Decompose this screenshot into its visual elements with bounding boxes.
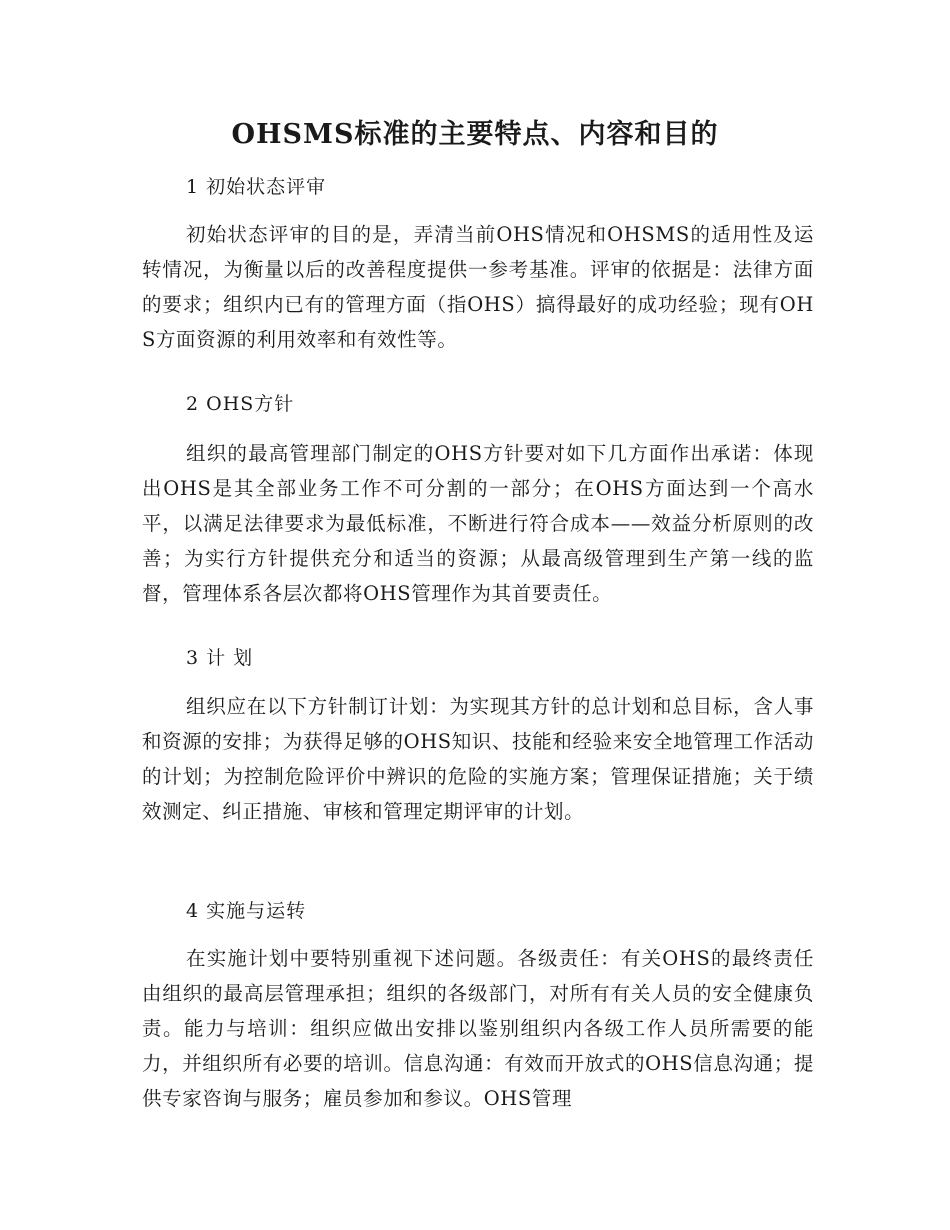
section-1-heading: 1 初始状态评审: [186, 176, 327, 198]
section-4-body: 在实施计划中要特别重视下述问题。各级责任：有关OHS的最终责任由组织的最高层管理承担；组织的各级部门，对所有有关人员的安全健康负责。能力与培训：组织应做出安排以鉴别组织内各级工作人员所需要的能力，并组织所有必要的培训。信息沟通：有效而开放式的OHS信息沟通；提供专家咨询与服务；雇员参加和参议。OHS管理: [142, 947, 814, 1110]
section-1-body: 初始状态评审的目的是，弄清当前OHS情况和OHSMS的适用性及运转情况，为衡量以后的改善程度提供一参考基准。评审的依据是：法律方面的要求；组织内已有的管理方面（指OHS）搞得最好的成功经验；现有OHS方面资源的利用效率和有效性等。: [142, 223, 814, 351]
section-2-body: 组织的最高管理部门制定的OHS方针要对如下几方面作出承诺：体现出OHS是其全部业务工作不可分割的一部分；在OHS方面达到一个高水平，以满足法律要求为最低标准，不断进行符合成本——效益分析原则的改善；为实行方针提供充分和适当的资源；从最高级管理到生产第一线的监督，管理体系各层次都将OHS管理作为其首要责任。: [142, 442, 814, 605]
section-2-heading: 2 OHS方针: [186, 393, 295, 415]
section-3-body: 组织应在以下方针制订计划：为实现其方针的总计划和总目标，含人事和资源的安排；为获得足够的OHS知识、技能和经验来安全地管理工作活动的计划；为控制危险评价中辨识的危险的实施方案；管理保证措施；关于绩效测定、纠正措施、审核和管理定期评审的计划。: [142, 695, 814, 823]
section-4-heading: 4 实施与运转: [186, 900, 307, 922]
section-3-heading: 3 计 划: [186, 647, 254, 669]
document-title: OHSMS标准的主要特点、内容和目的: [231, 119, 719, 150]
